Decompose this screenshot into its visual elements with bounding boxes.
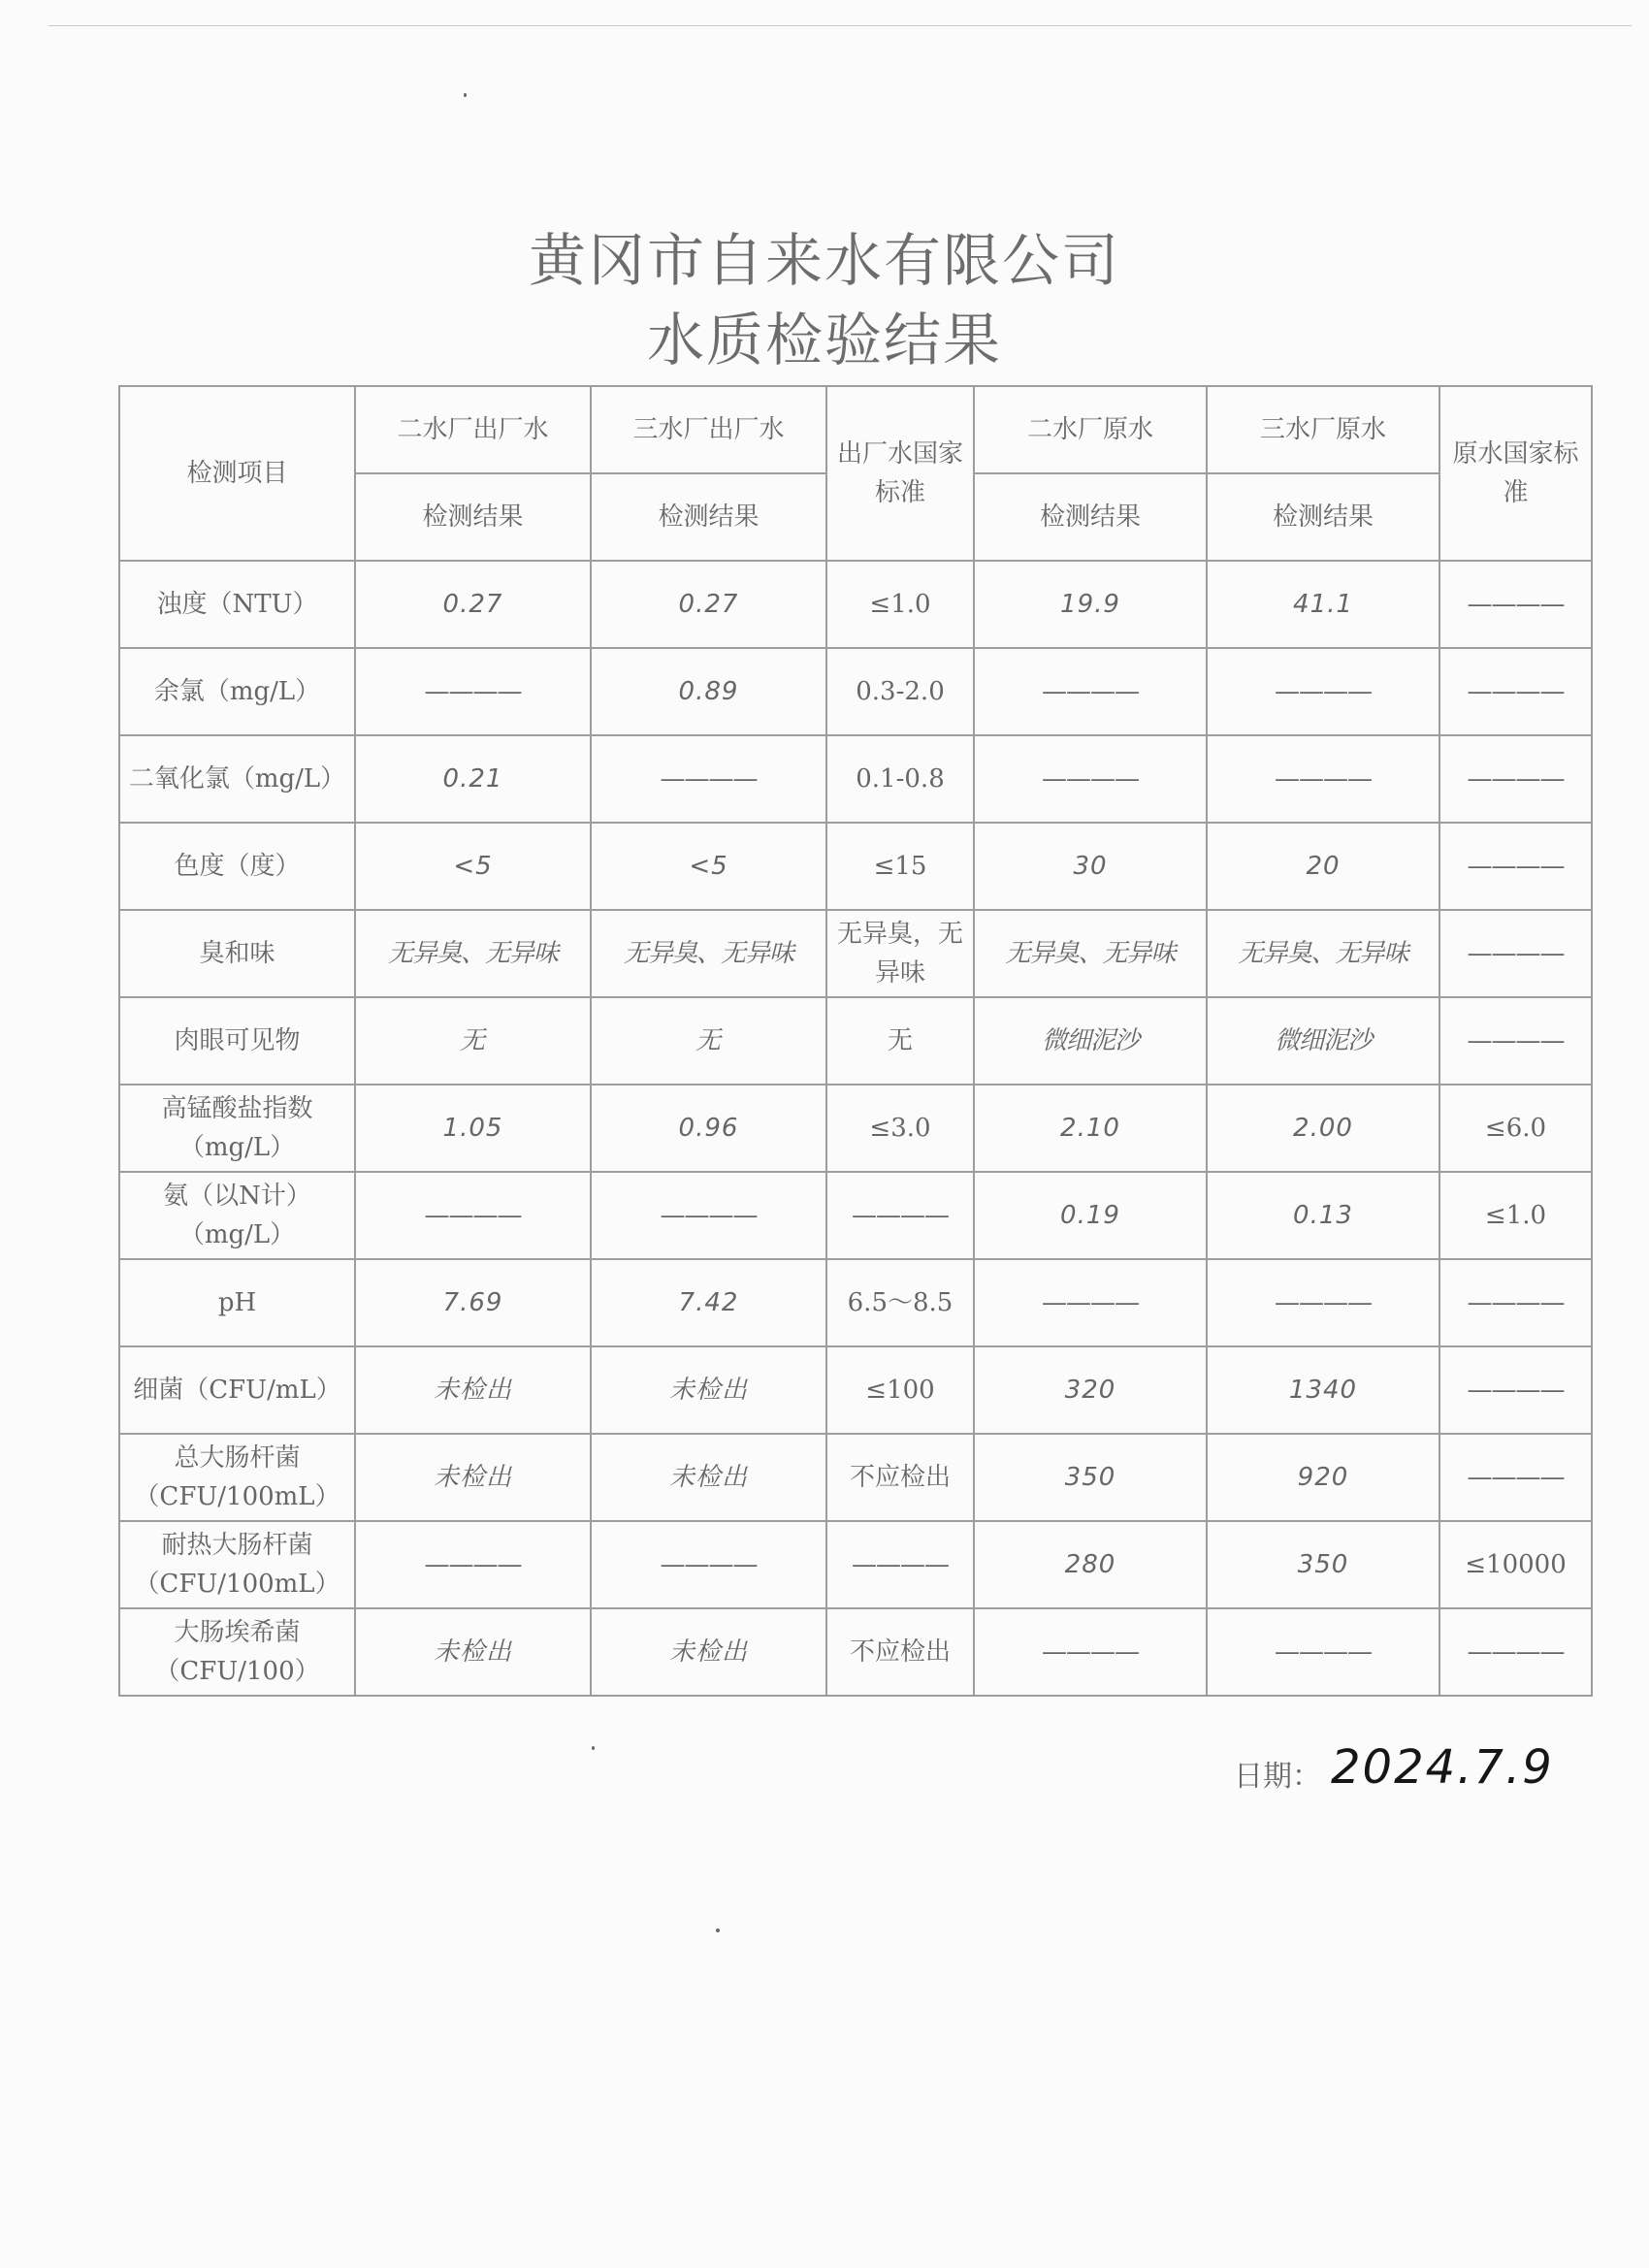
subheader-result: 检测结果 [591,473,826,561]
scan-speck [716,1928,720,1932]
subheader-result: 检测结果 [974,473,1207,561]
value-cell: <5 [591,823,826,910]
value-cell: 1340 [1207,1346,1439,1434]
value-cell: 19.9 [974,561,1207,648]
value-cell: 0.19 [974,1172,1207,1259]
table-row [119,648,1592,735]
item-cell: 细菌（CFU/mL） [119,1346,355,1434]
standard-cell: 无异臭，无异味 [826,910,974,997]
value-cell: 0.96 [591,1085,826,1172]
document-title [0,221,1649,380]
standard-cell: ———— [1439,910,1592,997]
table-row [119,1172,1592,1259]
standard-cell: ≤1.0 [1439,1172,1592,1259]
value-cell: 无 [591,997,826,1085]
value-cell: 无异臭、无异味 [355,910,591,997]
subheader-result: 检测结果 [1207,473,1439,561]
value-cell: 320 [974,1346,1207,1434]
standard-cell: ≤3.0 [826,1085,974,1172]
value-cell: 920 [1207,1434,1439,1521]
value-cell: 未检出 [591,1434,826,1521]
table-row [119,561,1592,648]
value-cell: ———— [974,1608,1207,1696]
value-cell: 未检出 [355,1608,591,1696]
value-cell: ———— [1207,1259,1439,1346]
value-cell: 未检出 [591,1608,826,1696]
value-cell: ———— [355,648,591,735]
value-cell: 2.10 [974,1085,1207,1172]
value-cell: 7.42 [591,1259,826,1346]
standard-cell: ———— [1439,1346,1592,1434]
standard-cell: 不应检出 [826,1608,974,1696]
standard-cell: 0.1-0.8 [826,735,974,823]
table-row [119,1346,1592,1434]
table-header-row [119,386,1592,473]
value-cell: 20 [1207,823,1439,910]
value-cell: ———— [1207,735,1439,823]
value-cell: ———— [1207,648,1439,735]
table-row [119,1521,1592,1608]
report-date [1234,1736,1554,1795]
value-cell: 未检出 [355,1434,591,1521]
standard-cell: ———— [1439,1259,1592,1346]
standard-cell: ———— [1439,823,1592,910]
standard-cell: ≤6.0 [1439,1085,1592,1172]
item-cell: 余氯（mg/L） [119,648,355,735]
value-cell: 0.27 [355,561,591,648]
header-plant2-out: 二水厂出厂水 [355,386,591,473]
table-row [119,735,1592,823]
value-cell: ———— [355,1521,591,1608]
item-cell: 浊度（NTU） [119,561,355,648]
value-cell: 微细泥沙 [974,997,1207,1085]
standard-cell: ———— [1439,997,1592,1085]
value-cell: ———— [355,1172,591,1259]
date-label: 日期： [1234,1760,1321,1794]
item-cell: pH [119,1259,355,1346]
item-cell: 色度（度） [119,823,355,910]
value-cell: ———— [591,1521,826,1608]
value-cell: <5 [355,823,591,910]
value-cell: ———— [1207,1608,1439,1696]
water-quality-table [118,385,1593,1697]
header-plant3-out: 三水厂出厂水 [591,386,826,473]
table-row [119,1259,1592,1346]
value-cell: 41.1 [1207,561,1439,648]
item-cell: 臭和味 [119,910,355,997]
value-cell: 1.05 [355,1085,591,1172]
value-cell: ———— [591,1172,826,1259]
standard-cell: ≤10000 [1439,1521,1592,1608]
standard-cell: ———— [1439,735,1592,823]
value-cell: 无 [355,997,591,1085]
value-cell: 280 [974,1521,1207,1608]
value-cell: ———— [974,648,1207,735]
item-cell: 二氧化氯（mg/L） [119,735,355,823]
standard-cell: 0.3-2.0 [826,648,974,735]
standard-cell: ———— [1439,1608,1592,1696]
standard-cell: ≤100 [826,1346,974,1434]
value-cell: ———— [591,735,826,823]
value-cell: 0.13 [1207,1172,1439,1259]
table-row [119,823,1592,910]
table-row [119,1434,1592,1521]
scan-speck [464,93,467,97]
value-cell: 未检出 [591,1346,826,1434]
value-cell: 未检出 [355,1346,591,1434]
value-cell: 无异臭、无异味 [591,910,826,997]
table-row [119,1608,1592,1696]
value-cell: 0.21 [355,735,591,823]
table-row [119,1085,1592,1172]
value-cell: 350 [1207,1521,1439,1608]
header-out-standard: 出厂水国家标准 [826,386,974,561]
date-value: 2024.7.9 [1331,1740,1554,1795]
standard-cell: 不应检出 [826,1434,974,1521]
table-row [119,910,1592,997]
value-cell: 无异臭、无异味 [974,910,1207,997]
company-name: 黄冈市自来水有限公司 [528,227,1120,294]
value-cell: 微细泥沙 [1207,997,1439,1085]
value-cell: 0.89 [591,648,826,735]
value-cell: 无异臭、无异味 [1207,910,1439,997]
standard-cell: ———— [1439,648,1592,735]
subheader-result: 检测结果 [355,473,591,561]
item-cell: 总大肠杆菌（CFU/100mL） [119,1434,355,1521]
header-item: 检测项目 [119,386,355,561]
report-subtitle: 水质检验结果 [646,307,1002,373]
standard-cell: ———— [826,1172,974,1259]
value-cell: 2.00 [1207,1085,1439,1172]
standard-cell: ———— [1439,1434,1592,1521]
standard-cell: ≤15 [826,823,974,910]
value-cell: ———— [974,1259,1207,1346]
header-plant3-raw: 三水厂原水 [1207,386,1439,473]
standard-cell: ———— [1439,561,1592,648]
standard-cell: 无 [826,997,974,1085]
item-cell: 肉眼可见物 [119,997,355,1085]
value-cell: 350 [974,1434,1207,1521]
value-cell: 30 [974,823,1207,910]
value-cell: ———— [974,735,1207,823]
standard-cell: ———— [826,1521,974,1608]
header-raw-standard: 原水国家标准 [1439,386,1592,561]
standard-cell: 6.5～8.5 [826,1259,974,1346]
header-plant2-raw: 二水厂原水 [974,386,1207,473]
table-row [119,997,1592,1085]
page-top-edge [48,25,1632,26]
item-cell: 氨（以N计）（mg/L） [119,1172,355,1259]
scan-speck [592,1746,595,1750]
value-cell: 7.69 [355,1259,591,1346]
value-cell: 0.27 [591,561,826,648]
item-cell: 高锰酸盐指数（mg/L） [119,1085,355,1172]
item-cell: 大肠埃希菌（CFU/100） [119,1608,355,1696]
item-cell: 耐热大肠杆菌（CFU/100mL） [119,1521,355,1608]
standard-cell: ≤1.0 [826,561,974,648]
